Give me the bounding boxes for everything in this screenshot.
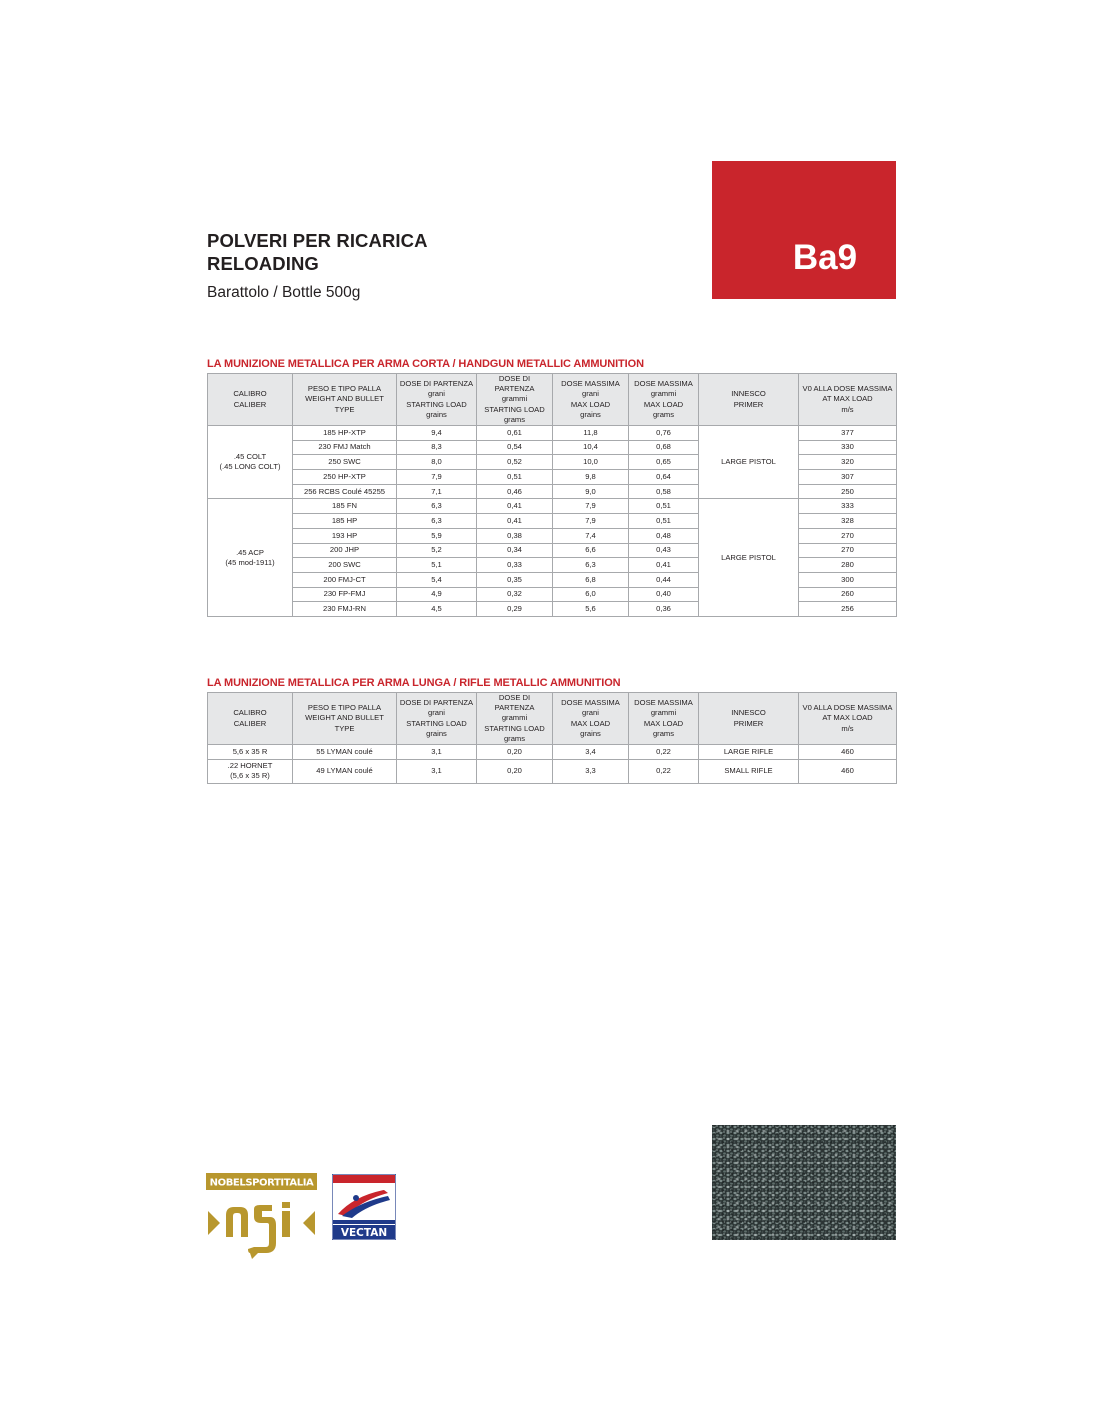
column-header-line: PESO E TIPO PALLA — [307, 703, 382, 713]
max-grams-cell: 0,51 — [629, 499, 699, 514]
column-header-line: MAX LOAD — [643, 718, 684, 728]
caliber-line: .45 ACP — [236, 547, 264, 557]
velocity-cell: 460 — [799, 759, 897, 783]
column-header-line: CALIBER — [233, 718, 267, 728]
title-block — [207, 229, 428, 302]
bullet-cell: 200 SWC — [293, 558, 397, 573]
column-header — [397, 374, 477, 426]
velocity-cell: 250 — [799, 484, 897, 499]
start-grains-cell: 5,2 — [397, 543, 477, 558]
start-grams-cell: 0,33 — [477, 558, 553, 573]
page-title-it: POLVERI PER RICARICA — [207, 230, 428, 251]
caliber-line: (5,6 x 35 R) — [230, 771, 270, 781]
max-grains-cell: 3,4 — [553, 745, 629, 760]
column-header — [293, 693, 397, 745]
column-header — [699, 374, 799, 426]
column-header-line: grams — [652, 409, 675, 419]
start-grams-cell: 0,34 — [477, 543, 553, 558]
column-header — [699, 693, 799, 745]
column-header-line: STARTING LOAD — [484, 404, 545, 414]
column-header-line: WEIGHT AND BULLET TYPE — [305, 713, 384, 733]
max-grams-cell: 0,36 — [629, 602, 699, 617]
column-header-line: WEIGHT AND BULLET TYPE — [305, 394, 384, 414]
velocity-cell: 280 — [799, 558, 897, 573]
start-grains-cell: 8,3 — [397, 440, 477, 455]
bullet-cell: 230 FP-FMJ — [293, 587, 397, 602]
vectan-logo — [332, 1174, 396, 1240]
column-header-line: grammi — [650, 389, 677, 399]
max-grams-cell: 0,22 — [629, 759, 699, 783]
table-header-row — [208, 374, 897, 426]
bullet-cell: 230 FMJ Match — [293, 440, 397, 455]
column-header-line: grams — [503, 733, 526, 743]
start-grams-cell: 0,29 — [477, 602, 553, 617]
start-grains-cell: 6,3 — [397, 514, 477, 529]
product-code: Ba9 — [792, 238, 858, 277]
bullet-cell: 193 HP — [293, 528, 397, 543]
velocity-cell: 300 — [799, 572, 897, 587]
max-grains-cell: 9,8 — [553, 470, 629, 485]
column-header-line: AT MAX LOAD — [822, 713, 873, 723]
column-header-line: PRIMER — [733, 718, 764, 728]
max-grams-cell: 0,48 — [629, 528, 699, 543]
table-row — [208, 759, 897, 783]
primer-cell: LARGE PISTOL — [699, 426, 799, 499]
velocity-cell: 333 — [799, 499, 897, 514]
start-grams-cell: 0,61 — [477, 426, 553, 441]
column-header — [629, 374, 699, 426]
column-header-line: grains — [580, 409, 601, 419]
column-header-line: grammi — [501, 713, 528, 723]
table-row — [208, 499, 897, 514]
start-grains-cell: 4,5 — [397, 602, 477, 617]
rifle-section-title: LA MUNIZIONE METALLICA PER ARMA LUNGA / RIFLE METALLIC AMMUNITION — [207, 677, 621, 689]
max-grams-cell: 0,58 — [629, 484, 699, 499]
max-grains-cell: 10,0 — [553, 455, 629, 470]
column-header-line: AT MAX LOAD — [822, 394, 873, 404]
column-header-line: V0 ALLA DOSE MASSIMA — [802, 703, 893, 713]
start-grams-cell: 0,38 — [477, 528, 553, 543]
column-header-line: V0 ALLA DOSE MASSIMA — [802, 384, 893, 394]
bullet-cell: 185 HP — [293, 514, 397, 529]
velocity-cell: 330 — [799, 440, 897, 455]
max-grains-cell: 9,0 — [553, 484, 629, 499]
column-header-line: CALIBRO — [233, 389, 267, 399]
start-grains-cell: 5,1 — [397, 558, 477, 573]
column-header-line: MAX LOAD — [570, 718, 611, 728]
max-grams-cell: 0,44 — [629, 572, 699, 587]
start-grams-cell: 0,32 — [477, 587, 553, 602]
svg-text:NOBELSPORTITALIA: NOBELSPORTITALIA — [209, 1177, 314, 1189]
max-grains-cell: 6,8 — [553, 572, 629, 587]
bullet-cell: 230 FMJ-RN — [293, 602, 397, 617]
velocity-cell: 270 — [799, 543, 897, 558]
column-header-line: m/s — [841, 404, 854, 414]
column-header-line: grains — [426, 409, 447, 419]
bullet-cell: 200 FMJ-CT — [293, 572, 397, 587]
velocity-cell: 270 — [799, 528, 897, 543]
caliber-cell — [208, 499, 293, 617]
max-grains-cell: 10,4 — [553, 440, 629, 455]
column-header — [397, 693, 477, 745]
column-header-line: DOSE DI PARTENZA — [494, 693, 535, 713]
column-header-line: DOSE MASSIMA — [561, 698, 620, 708]
column-header-line: grams — [503, 414, 526, 424]
column-header-line: m/s — [841, 723, 854, 733]
column-header-line: STARTING LOAD — [406, 718, 467, 728]
column-header-line: grani — [428, 389, 445, 399]
column-header-line: grani — [582, 389, 599, 399]
column-header — [629, 693, 699, 745]
caliber-line: .45 COLT — [233, 452, 267, 462]
max-grams-cell: 0,65 — [629, 455, 699, 470]
caliber-cell — [208, 426, 293, 499]
table-row — [208, 426, 897, 441]
nobelsportitalia-logo — [206, 1173, 317, 1261]
velocity-cell: 328 — [799, 514, 897, 529]
bullet-cell: 55 LYMAN coulé — [293, 745, 397, 760]
max-grams-cell: 0,43 — [629, 543, 699, 558]
column-header-line: grams — [652, 728, 675, 738]
max-grains-cell: 5,6 — [553, 602, 629, 617]
max-grams-cell: 0,68 — [629, 440, 699, 455]
column-header-line: DOSE MASSIMA — [634, 379, 693, 389]
powder-sample-image — [712, 1125, 896, 1240]
bullet-cell: 256 RCBS Coulé 45255 — [293, 484, 397, 499]
start-grams-cell: 0,51 — [477, 470, 553, 485]
column-header-line: DOSE DI PARTENZA — [399, 379, 474, 389]
table-header-row — [208, 693, 897, 745]
rifle-table — [207, 692, 897, 784]
primer-cell: SMALL RIFLE — [699, 759, 799, 783]
svg-text:VECTAN: VECTAN — [340, 1227, 388, 1239]
velocity-cell: 377 — [799, 426, 897, 441]
column-header — [553, 693, 629, 745]
velocity-cell: 307 — [799, 470, 897, 485]
column-header-line: CALIBER — [233, 399, 267, 409]
bullet-cell: 250 HP-XTP — [293, 470, 397, 485]
column-header — [553, 374, 629, 426]
table-row — [208, 745, 897, 760]
caliber-cell — [208, 745, 293, 760]
start-grains-cell: 6,3 — [397, 499, 477, 514]
column-header — [799, 693, 897, 745]
caliber-cell — [208, 759, 293, 783]
start-grains-cell: 7,9 — [397, 470, 477, 485]
bullet-cell: 200 JHP — [293, 543, 397, 558]
start-grains-cell: 8,0 — [397, 455, 477, 470]
product-badge — [712, 161, 896, 299]
bullet-cell: 250 SWC — [293, 455, 397, 470]
start-grains-cell: 5,4 — [397, 572, 477, 587]
column-header-line: grains — [426, 728, 447, 738]
column-header-line: grains — [580, 728, 601, 738]
max-grains-cell: 7,9 — [553, 499, 629, 514]
column-header-line: MAX LOAD — [643, 399, 684, 409]
caliber-line: 5,6 x 35 R — [232, 746, 268, 756]
max-grams-cell: 0,76 — [629, 426, 699, 441]
max-grams-cell: 0,22 — [629, 745, 699, 760]
column-header-line: grani — [582, 708, 599, 718]
column-header-line: grammi — [650, 708, 677, 718]
column-header-line: PRIMER — [733, 399, 764, 409]
column-header-line: INNESCO — [731, 708, 766, 718]
column-header — [208, 693, 293, 745]
column-header — [208, 374, 293, 426]
start-grams-cell: 0,35 — [477, 572, 553, 587]
start-grams-cell: 0,41 — [477, 499, 553, 514]
velocity-cell: 260 — [799, 587, 897, 602]
handgun-section-title: LA MUNIZIONE METALLICA PER ARMA CORTA / HANDGUN METALLIC AMMUNITION — [207, 358, 644, 370]
column-header-line: grani — [428, 708, 445, 718]
bullet-cell: 185 HP-XTP — [293, 426, 397, 441]
caliber-line: (.45 LONG COLT) — [219, 462, 281, 472]
column-header — [293, 374, 397, 426]
column-header — [477, 693, 553, 745]
max-grains-cell: 11,8 — [553, 426, 629, 441]
start-grams-cell: 0,46 — [477, 484, 553, 499]
start-grams-cell: 0,54 — [477, 440, 553, 455]
column-header-line: INNESCO — [731, 389, 766, 399]
velocity-cell: 320 — [799, 455, 897, 470]
page-title-en: RELOADING — [207, 253, 319, 274]
start-grains-cell: 3,1 — [397, 745, 477, 760]
column-header-line: MAX LOAD — [570, 399, 611, 409]
max-grains-cell: 6,0 — [553, 587, 629, 602]
max-grains-cell: 7,4 — [553, 528, 629, 543]
page-subtitle: Barattolo / Bottle 500g — [207, 284, 361, 301]
start-grains-cell: 7,1 — [397, 484, 477, 499]
start-grains-cell: 3,1 — [397, 759, 477, 783]
column-header-line: DOSE DI PARTENZA — [494, 374, 535, 394]
max-grains-cell: 6,3 — [553, 558, 629, 573]
max-grains-cell: 7,9 — [553, 514, 629, 529]
column-header-line: CALIBRO — [233, 708, 267, 718]
column-header-line: DOSE MASSIMA — [561, 379, 620, 389]
caliber-line: .22 HORNET — [227, 761, 273, 770]
start-grams-cell: 0,20 — [477, 745, 553, 760]
start-grams-cell: 0,20 — [477, 759, 553, 783]
max-grams-cell: 0,40 — [629, 587, 699, 602]
velocity-cell: 460 — [799, 745, 897, 760]
max-grains-cell: 6,6 — [553, 543, 629, 558]
column-header-line: STARTING LOAD — [484, 723, 545, 733]
start-grams-cell: 0,41 — [477, 514, 553, 529]
primer-cell: LARGE RIFLE — [699, 745, 799, 760]
max-grams-cell: 0,51 — [629, 514, 699, 529]
column-header-line: grammi — [501, 394, 528, 404]
bullet-cell: 185 FN — [293, 499, 397, 514]
column-header-line: DOSE DI PARTENZA — [399, 698, 474, 708]
column-header — [477, 374, 553, 426]
handgun-table — [207, 373, 897, 617]
column-header-line: DOSE MASSIMA — [634, 698, 693, 708]
caliber-line: (45 mod-1911) — [225, 557, 275, 567]
primer-cell: LARGE PISTOL — [699, 499, 799, 617]
bullet-cell: 49 LYMAN coulé — [293, 759, 397, 783]
start-grams-cell: 0,52 — [477, 455, 553, 470]
start-grains-cell: 4,9 — [397, 587, 477, 602]
start-grains-cell: 5,9 — [397, 528, 477, 543]
max-grams-cell: 0,41 — [629, 558, 699, 573]
start-grains-cell: 9,4 — [397, 426, 477, 441]
column-header — [799, 374, 897, 426]
velocity-cell: 256 — [799, 602, 897, 617]
max-grains-cell: 3,3 — [553, 759, 629, 783]
column-header-line: STARTING LOAD — [406, 399, 467, 409]
max-grams-cell: 0,64 — [629, 470, 699, 485]
column-header-line: PESO E TIPO PALLA — [307, 384, 382, 394]
